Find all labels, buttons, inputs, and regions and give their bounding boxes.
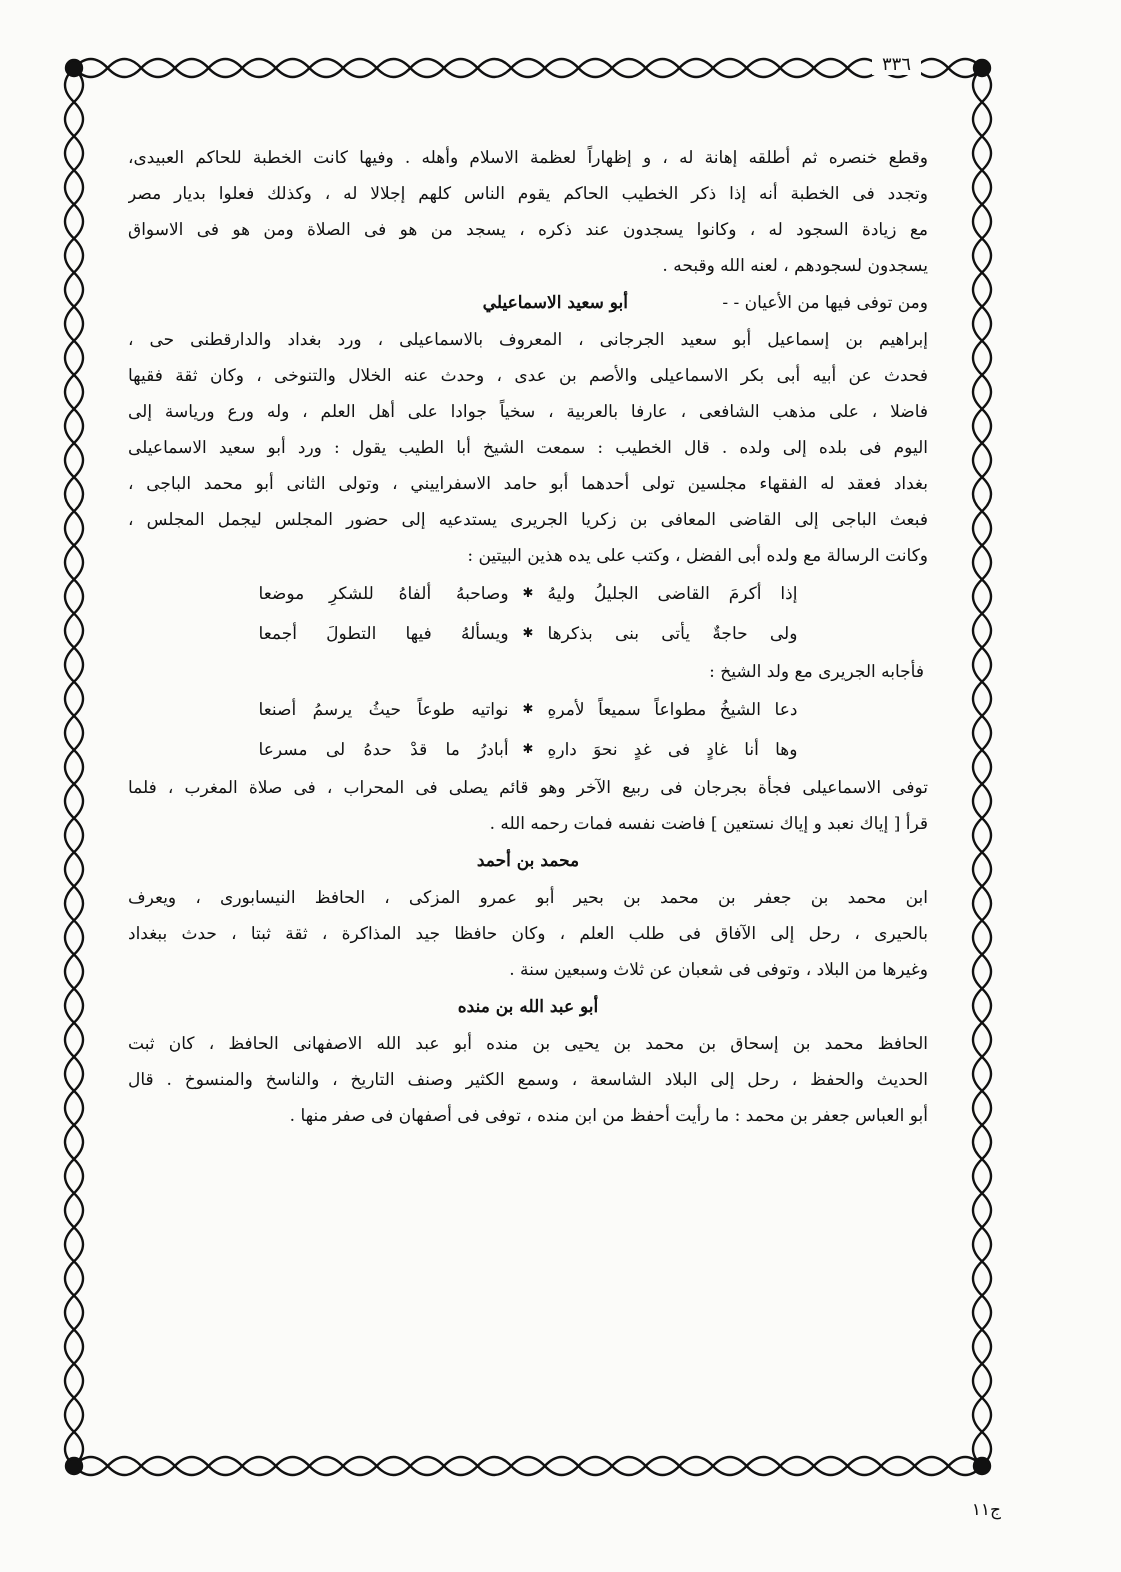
paragraph-4 [128, 880, 928, 988]
verse-line [128, 614, 928, 654]
text-line: فبعث الباجى إلى القاضى المعافى بن زكريا الجريرى يستدعيه إلى حضور المجلس ليجمل المجلس ، [128, 510, 928, 530]
reply-line: فأجابه الجريرى مع ولد الشيخ : [709, 662, 924, 682]
text-line: إبراهيم بن إسماعيل أبو سعيد الجرجانى ، المعروف بالاسماعيلى ، ورد بغداد والدارقطنى حى ، [128, 330, 928, 350]
verse-separator-icon: ✱ [522, 626, 534, 641]
text-line: وقطع خنصره ثم أطلقه إهانة له ، و إظهاراً لعظمة الاسلام وأهله . وفيها كانت الخطبة للحاكم العبيدى، [128, 148, 928, 168]
verse-block-2 [128, 690, 928, 770]
verse-line [128, 730, 928, 770]
verse-second-hemistich: أبادرُ ما قدْ حدهُ لى مسرعا [258, 740, 509, 760]
text-line: فاضلا ، على مذهب الشافعى ، عارفا بالعربية ، سخياً جوادا على أهل العلم ، وله ورع ورياسة إلى [128, 402, 928, 422]
section-intro [128, 284, 928, 322]
verse-line [128, 690, 928, 730]
intro-line: ومن توفى فيها من الأعيان - - [722, 293, 928, 313]
text-line: يسجدون لسجودهم ، لعنه الله وقبحه . [662, 256, 928, 276]
text-line: بغداد فعقد له الفقهاء مجلسين تولى أحدهما أبو حامد الاسفراييني ، وتولى الثانى أبو محمد الباجى ، [128, 474, 928, 494]
text-line: وغيرها من البلاد ، وتوفى فى شعبان عن ثلاث وسبعين سنة . [509, 960, 928, 980]
section-heading: أبو عبد الله بن منده [457, 997, 599, 1017]
verse-first-hemistich: وها أنا غادٍ فى غدٍ نحوَ دارهِ [547, 740, 798, 760]
verse-line [128, 574, 928, 614]
verse-second-hemistich: نواتيه طوعاً حيثُ يرسمُ أصنعا [258, 700, 509, 720]
section-heading: محمد بن أحمد [476, 851, 580, 871]
text-line: ابن محمد بن جعفر بن محمد بن بحير أبو عمرو المزكى ، الحافظ النيسابورى ، ويعرف [128, 888, 928, 908]
page-body [128, 140, 928, 1134]
verse-second-hemistich: ويسألهُ فيها التطولَ أجمعا [258, 624, 509, 644]
text-line: قرأ [ إياك نعبد و إياك نستعين ] فاضت نفسه فمات رحمه الله . [489, 814, 928, 834]
verse-block-1 [128, 574, 928, 654]
text-line: أبو العباس جعفر بن محمد : ما رأيت أحفظ من ابن منده ، توفى فى أصفهان فى صفر منها . [289, 1106, 928, 1126]
text-line: وكانت الرسالة مع ولده أبى الفضل ، وكتب على يده هذين البيتين : [467, 546, 928, 566]
text-line: بالحيرى ، رحل إلى الآفاق فى طلب العلم ، وكان حافظا جيد المذاكرة ، ثقة ثبتا ، حدث ببغداد [128, 924, 928, 944]
text-line: اليوم فى بلده إلى ولده . قال الخطيب : سمعت الشيخ أبا الطيب يقول : ورد أبو سعيد الاسماعيلى [128, 438, 928, 458]
verse-first-hemistich: إذا أكرمَ القاضى الجليلُ وليهُ [547, 584, 798, 604]
paragraph-5 [128, 1026, 928, 1134]
paragraph-2 [128, 322, 928, 574]
verse-first-hemistich: دعا الشيخُ مطواعاً سميعاً لأمرهِ [547, 700, 798, 720]
text-line: الحديث والحفظ ، رحل إلى البلاد الشاسعة ، وسمع الكثير وصنف التاريخ ، والناسخ والمنسوخ . قال [128, 1070, 928, 1090]
text-line: فحدث عن أبيه أبى بكر الاسماعيلى والأصم بن عدى ، وحدث عنه الخلال والتنوخى ، وكان ثقة فقيها [128, 366, 928, 386]
signature-mark: ج١١ [971, 1500, 1001, 1520]
paragraph-3 [128, 770, 928, 842]
text-line: مع زيادة السجود له ، وكانوا يسجدون عند ذكره ، يسجد من هو فى الصلاة ومن هو فى الاسواق [128, 220, 928, 240]
verse-second-hemistich: وصاحبهُ ألفاهُ للشكرِ موضعا [258, 584, 509, 604]
text-line: الحافظ محمد بن إسحاق بن محمد بن يحيى بن منده أبو عبد الله الاصفهانى الحافظ ، كان ثبت [128, 1034, 928, 1054]
verse-first-hemistich: ولى حاجةٌ يأتى بنى بذكرها [547, 624, 798, 644]
text-line: توفى الاسماعيلى فجأة بجرجان فى ربيع الآخر وهو قائم يصلى فى المحراب ، فى صلاة المغرب ، فلما [128, 778, 928, 798]
text-line: وتجدد فى الخطبة أنه إذا ذكر الخطيب الحاكم يقوم الناس كلهم إجلالا له ، وكذلك فعلوا بديار مصر [128, 184, 928, 204]
verse-separator-icon: ✱ [522, 586, 534, 601]
verse-separator-icon: ✱ [522, 742, 534, 757]
verse-separator-icon: ✱ [522, 702, 534, 717]
paragraph-1 [128, 140, 928, 284]
section-heading: أبو سعيد الاسماعيلي [482, 293, 628, 313]
page-number: ٣٣٦ [872, 54, 921, 75]
